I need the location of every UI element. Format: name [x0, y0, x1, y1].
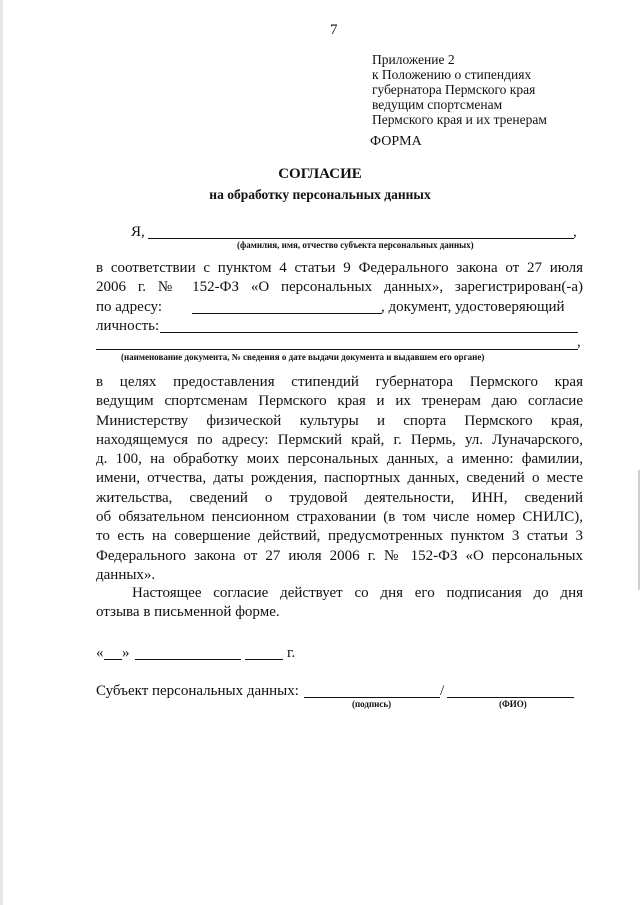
caption-signature: (подпись)	[352, 699, 392, 709]
identity-field[interactable]	[160, 332, 578, 333]
appendix-line: к Положению о стипендиях	[372, 67, 532, 82]
date-close-quote: »	[122, 645, 130, 661]
caption-fio: (фамилия, имя, отчество субъекта персональных данных)	[237, 240, 474, 250]
comma: ,	[573, 224, 577, 240]
date-year-field[interactable]	[245, 659, 283, 660]
form-label: ФОРМА	[370, 134, 422, 149]
consent-line: 2006 г. № 152-ФЗ «О персональных данных», зарегистрирован(-а)	[96, 279, 583, 295]
identity-label: личность:	[96, 318, 160, 334]
signature-fio-field[interactable]	[447, 697, 574, 698]
paragraph-line: об обязательном пенсионном страховании (в том числе номер СНИЛС),	[96, 509, 583, 526]
document-title: СОГЛАСИЕ	[278, 166, 362, 182]
document-subtitle: на обработку персональных данных	[209, 187, 431, 202]
appendix-line: губернатора Пермского края	[372, 82, 536, 97]
document-text: , документ, удостоверяющий	[381, 299, 565, 315]
paragraph-line: находящемуся по адресу: Пермский край, г. Пермь, ул. Луначарского,	[96, 431, 583, 448]
signature-label: Субъект персональных данных:	[96, 683, 299, 699]
paragraph-line: в целях предоставления стипендий губернатора Пермского края	[96, 374, 583, 390]
validity-line: Настоящее согласие действует со дня его подписания до дня	[132, 585, 583, 601]
signature-slash: /	[440, 683, 445, 699]
comma: ,	[577, 334, 581, 350]
validity-line: отзыва в письменной форме.	[96, 604, 280, 620]
paragraph-line: имени, отчества, даты рождения, паспортных данных, сведений о месте	[96, 470, 583, 487]
page-number: 7	[330, 22, 338, 38]
subject-prefix: Я,	[131, 224, 145, 240]
paragraph-line: Федерального закона от 27 июля 2006 г. № 152-ФЗ «О персональных	[96, 547, 583, 564]
scan-edge	[0, 0, 3, 905]
caption-document: (наименование документа, № сведения о дате выдачи документа и выдавшем его органе)	[121, 352, 485, 362]
consent-paragraph	[96, 373, 583, 585]
appendix-line: Пермского края и их тренерам	[372, 112, 547, 127]
paragraph-line: Министерству физической культуры и спорта Пермского края,	[96, 412, 583, 429]
date-month-field[interactable]	[135, 659, 241, 660]
appendix-header	[372, 52, 612, 127]
date-open-quote: «	[96, 645, 104, 661]
paragraph-line: жительства, сведений о трудовой деятельности, ИНН, сведений	[96, 489, 583, 506]
consent-line: в соответствии с пунктом 4 статьи 9 Федерального закона от 27 июля	[96, 260, 583, 276]
paragraph-line: д. 100, на обработку моих персональных данных, а именно: фамилии,	[96, 451, 583, 468]
date-year-suffix: г.	[287, 645, 296, 661]
paragraph-line: то есть на совершение действий, предусмотренных пунктом 3 статьи 3	[96, 528, 583, 545]
address-label: по адресу:	[96, 299, 163, 315]
appendix-line: ведущим спортсменам	[372, 97, 503, 112]
signature-field[interactable]	[304, 697, 440, 698]
appendix-line: Приложение 2	[372, 52, 455, 67]
date-day-field[interactable]	[104, 659, 122, 660]
paragraph-line: данных».	[96, 566, 156, 583]
subject-name-field[interactable]	[148, 238, 574, 239]
address-field[interactable]	[192, 313, 382, 314]
caption-signature-fio: (ФИО)	[499, 699, 527, 709]
paragraph-line: ведущим спортсменам Пермского края и их тренерам даю согласие	[96, 393, 583, 410]
document-details-field[interactable]	[96, 349, 578, 350]
